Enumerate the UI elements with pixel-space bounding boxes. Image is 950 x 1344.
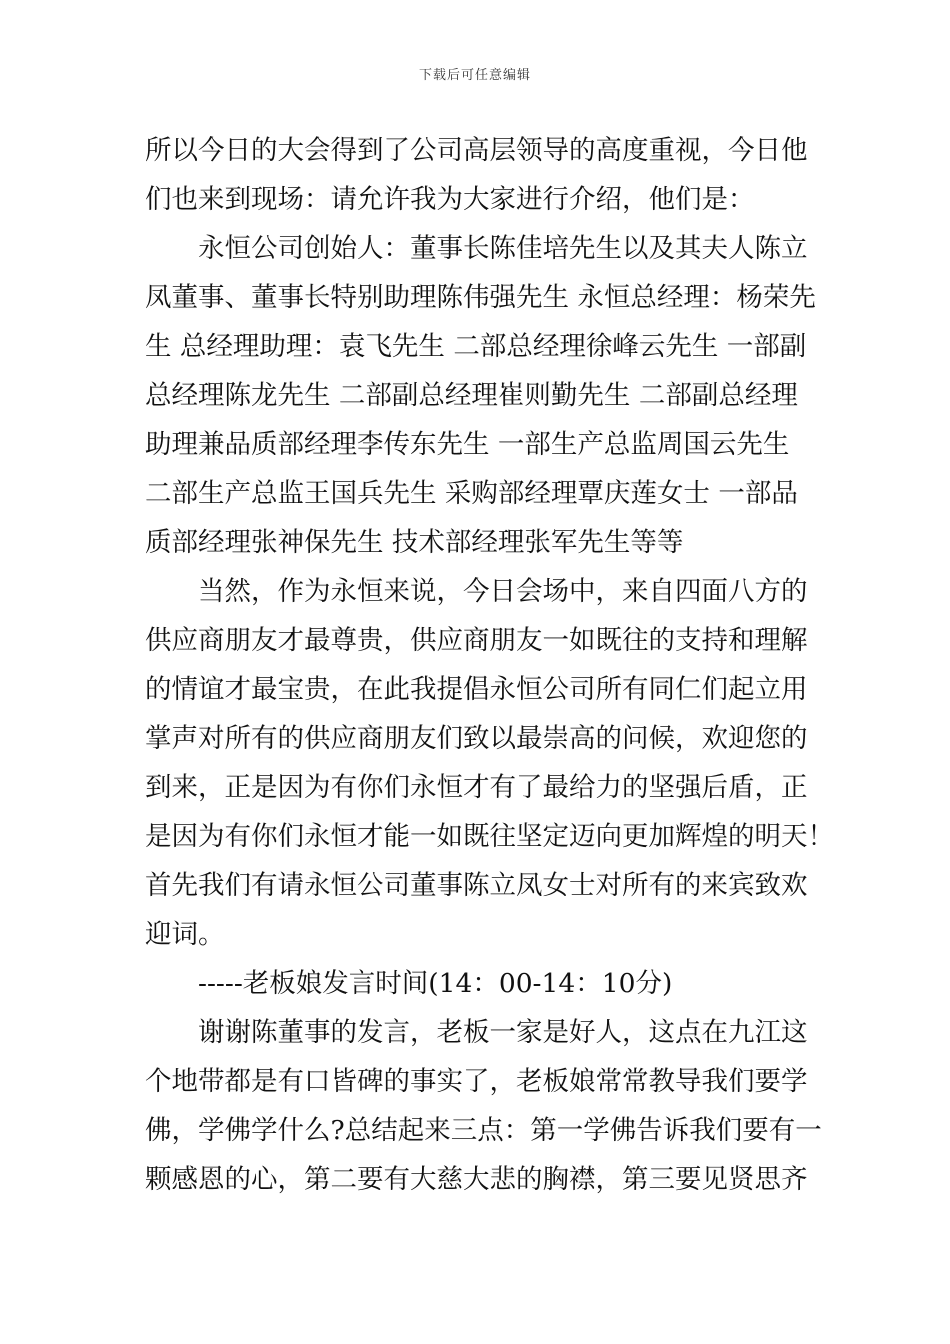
- text-line: 二部生产总监王国兵先生 采购部经理覃庆莲女士 一部品: [145, 478, 798, 509]
- text-line: 所以今日的大会得到了公司高层领导的高度重视，今日他: [145, 135, 808, 166]
- text-line: -----老板娘发言时间(14：00-14：10分): [198, 968, 673, 999]
- text-line: 永恒公司创始人：董事长陈佳培先生以及其夫人陈立: [198, 233, 808, 264]
- text-line: 佛，学佛学什么?总结起来三点：第一学佛告诉我们要有一: [145, 1115, 822, 1146]
- text-line: 个地带都是有口皆碑的事实了，老板娘常常教导我们要学: [145, 1066, 808, 1097]
- text-line: 到来，正是因为有你们永恒才有了最给力的坚强后盾，正: [145, 772, 808, 803]
- text-line: 的情谊才最宝贵，在此我提倡永恒公司所有同仁们起立用: [145, 674, 808, 705]
- document-body: [145, 126, 834, 1204]
- text-line: 谢谢陈董事的发言，老板一家是好人，这点在九江这: [198, 1017, 808, 1048]
- text-line: 当然，作为永恒来说，今日会场中，来自四面八方的: [198, 576, 808, 607]
- text-line: 凤董事、董事长特别助理陈伟强先生 永恒总经理：杨荣先: [145, 282, 816, 313]
- text-line: 颗感恩的心，第二要有大慈大悲的胸襟，第三要见贤思齐: [145, 1164, 808, 1195]
- text-line: 掌声对所有的供应商朋友们致以最崇高的问候，欢迎您的: [145, 723, 808, 754]
- text-line: 生 总经理助理：袁飞先生 二部总经理徐峰云先生 一部副: [145, 331, 807, 362]
- text-line: 供应商朋友才最尊贵，供应商朋友一如既往的支持和理解: [145, 625, 808, 656]
- text-line: 是因为有你们永恒才能一如既往坚定迈向更加辉煌的明天！: [145, 821, 834, 852]
- text-line: 总经理陈龙先生 二部副总经理崔则勤先生 二部副总经理: [145, 380, 798, 411]
- text-line: 首先我们有请永恒公司董事陈立凤女士对所有的来宾致欢: [145, 870, 808, 901]
- text-line: 质部经理张神保先生 技术部经理张军先生等等: [145, 527, 684, 558]
- text-line: 助理兼品质部经理李传东先生 一部生产总监周国云先生: [145, 429, 790, 460]
- page-header: 下载后可任意编辑: [418, 68, 531, 83]
- text-line: 迎词。: [145, 919, 225, 950]
- text-line: 们也来到现场：请允许我为大家进行介绍，他们是：: [145, 184, 755, 215]
